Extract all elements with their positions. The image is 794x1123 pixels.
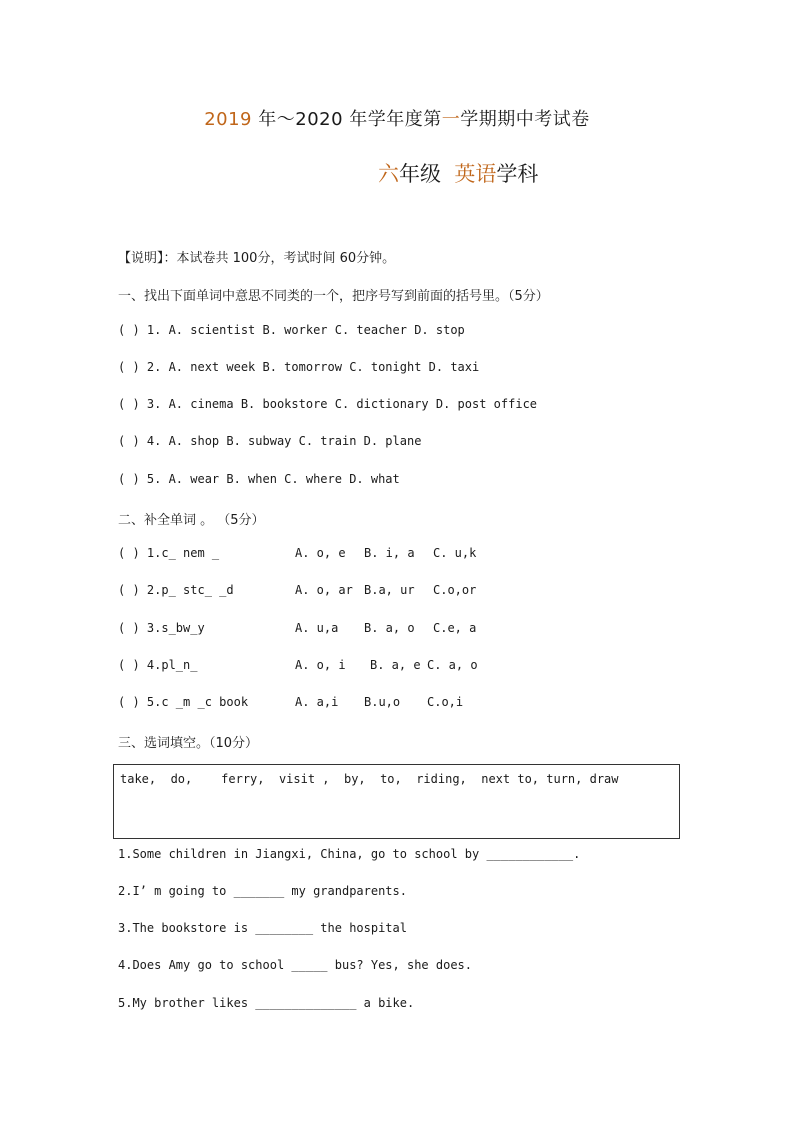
title-year: 2019 <box>204 109 253 130</box>
grade-rest: 年级 <box>399 162 455 186</box>
option-c: C.o,or <box>433 583 477 597</box>
title-mid: 年～2020 年学年度第 <box>252 109 442 130</box>
grade-subject <box>378 158 538 188</box>
option-c: C. a, o <box>427 658 478 672</box>
option-a: A. u,a <box>295 621 339 635</box>
subject-rest: 学科 <box>496 162 539 186</box>
section1-item: ( ) 5. A. wear B. when C. where D. what <box>118 472 400 486</box>
option-a: A. a,i <box>295 695 339 709</box>
option-a: A. o, ar <box>295 583 353 597</box>
section1-item: ( ) 2. A. next week B. tomorrow C. tonight D. taxi <box>118 360 480 374</box>
section3-item: 2.I’ m going to _______ my grandparents. <box>118 884 407 898</box>
option-b: B. a, e <box>370 658 421 672</box>
section3-item: 1.Some children in Jiangxi, China, go to school by ____________. <box>118 847 581 861</box>
section2-title: 二、补全单词 。 （5分） <box>118 513 265 528</box>
section1-item: ( ) 3. A. cinema B. bookstore C. dictionary D. post office <box>118 397 538 411</box>
section1-item: ( ) 1. A. scientist B. worker C. teacher D. stop <box>118 323 465 337</box>
title-end: 学期期中考试卷 <box>460 109 590 130</box>
option-c: C. u,k <box>433 546 477 560</box>
word-bank: take, do, ferry, visit , by, to, riding, next to, turn, draw <box>120 772 619 786</box>
section2-question: ( ) 3.s_bw_y <box>118 621 205 635</box>
grade-six: 六 <box>378 162 399 186</box>
option-a: A. o, e <box>295 546 346 560</box>
option-a: A. o, i <box>295 658 346 672</box>
subject-en: 英语 <box>454 162 497 186</box>
word-bank-box <box>113 764 680 839</box>
title-yi: 一 <box>441 109 461 130</box>
option-c: C.e, a <box>433 621 477 635</box>
option-b: B. a, o <box>364 621 415 635</box>
section3-item: 4.Does Amy go to school _____ bus? Yes, she does. <box>118 958 473 972</box>
section3-item: 5.My brother likes ______________ a bike. <box>118 996 415 1010</box>
section1-item: ( ) 4. A. shop B. subway C. train D. plane <box>118 434 422 448</box>
section2-question: ( ) 2.p_ stc_ _d <box>118 583 234 597</box>
section3-title: 三、选词填空。（10分） <box>118 736 259 751</box>
exam-note: 【说明】：本试卷共 100分，考试时间 60分钟。 <box>118 251 396 266</box>
option-c: C.o,i <box>427 695 464 709</box>
section3-item: 3.The bookstore is ________ the hospital <box>118 921 407 935</box>
exam-title <box>0 105 794 131</box>
option-b: B.a, ur <box>364 583 415 597</box>
section1-title: 一、找出下面单词中意思不同类的一个，把序号写到前面的括号里。（5分） <box>118 289 549 304</box>
section2-question: ( ) 4.pl_n_ <box>118 658 198 672</box>
section2-question: ( ) 5.c _m _c book <box>118 695 249 709</box>
option-b: B.u,o <box>364 695 401 709</box>
option-b: B. i, a <box>364 546 415 560</box>
section2-question: ( ) 1.c_ nem _ <box>118 546 220 560</box>
